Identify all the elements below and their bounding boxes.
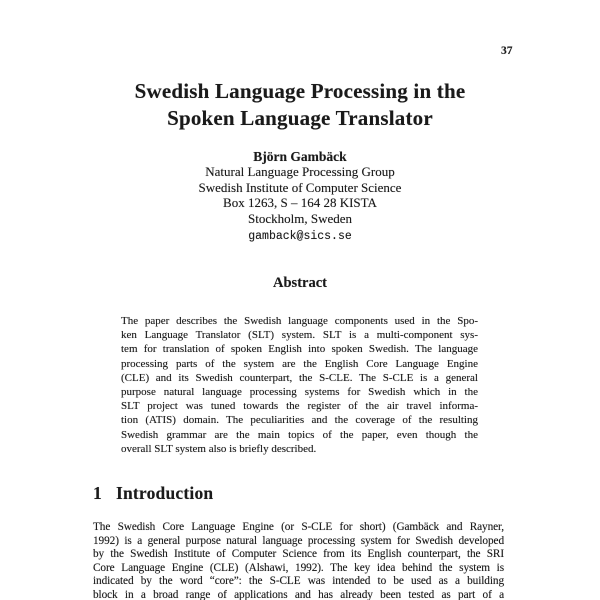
page-number: 37: [501, 45, 513, 57]
abstract-heading: Abstract: [273, 275, 327, 291]
author-name: Björn Gambäck: [253, 149, 347, 164]
intro-line: 1992) is a general purpose natural language processing system for Swedish developed: [93, 534, 504, 547]
abstract-paragraph: [121, 314, 478, 456]
title-line-2: Spoken Language Translator: [167, 106, 433, 130]
affiliation-line: Natural Language Processing Group: [205, 164, 395, 180]
abstract-line: (CLE) and its Swedish counterpart, the S-CLE. The S-CLE is a general: [121, 371, 478, 384]
intro-line: indicated by the word “core”: the S-CLE was intended to be used as a building: [93, 575, 504, 587]
abstract-line: tem for translation of spoken English into spoken Swedish. The language: [121, 343, 478, 356]
introduction-paragraph: [93, 521, 504, 600]
affiliation-line: Stockholm, Sweden: [248, 210, 352, 226]
affiliation-line: Swedish Institute of Computer Science: [198, 179, 402, 195]
section-title: Introduction: [115, 483, 214, 503]
abstract-line: SLT project was tuned towards the register of the air travel informa-: [121, 400, 478, 413]
abstract-line: Swedish grammar are the main topics of the paper, even though the: [121, 428, 478, 441]
intro-line: The Swedish Core Language Engine (or S-CLE for short) (Gambäck and Rayner,: [93, 521, 504, 533]
abstract-line: processing parts of the system are the English Core Language Engine: [121, 357, 478, 370]
paper-title: [0, 78, 600, 132]
abstract-line: overall SLT system also is briefly described.: [121, 442, 317, 455]
title-line-1: Swedish Language Processing in the: [134, 79, 466, 103]
section-heading: [93, 483, 213, 504]
intro-line: Core Language Engine (CLE) (Alshawi, 1992). The key idea behind the system is: [93, 561, 504, 574]
affiliation-line: Box 1263, S – 164 28 KISTA: [223, 195, 377, 211]
abstract-line: The paper describes the Swedish language components used in the Spo-: [121, 315, 478, 327]
intro-line: by the Swedish Institute of Computer Science from its English counterpart, the SRI: [93, 548, 504, 560]
section-number: 1: [93, 483, 102, 503]
abstract-line: tion (ATIS) domain. The peculiarities and the coverage of the resulting: [121, 414, 478, 427]
abstract-line: purpose natural language processing systems for Swedish which in the: [121, 386, 478, 399]
author-block: [0, 149, 600, 244]
author-email: gamback@sics.se: [248, 230, 352, 244]
intro-line: block in a broad range of applications and has already been tested as part of a: [93, 588, 504, 600]
abstract-line: ken Language Translator (SLT) system. SLT is a multi-component sys-: [121, 329, 478, 342]
